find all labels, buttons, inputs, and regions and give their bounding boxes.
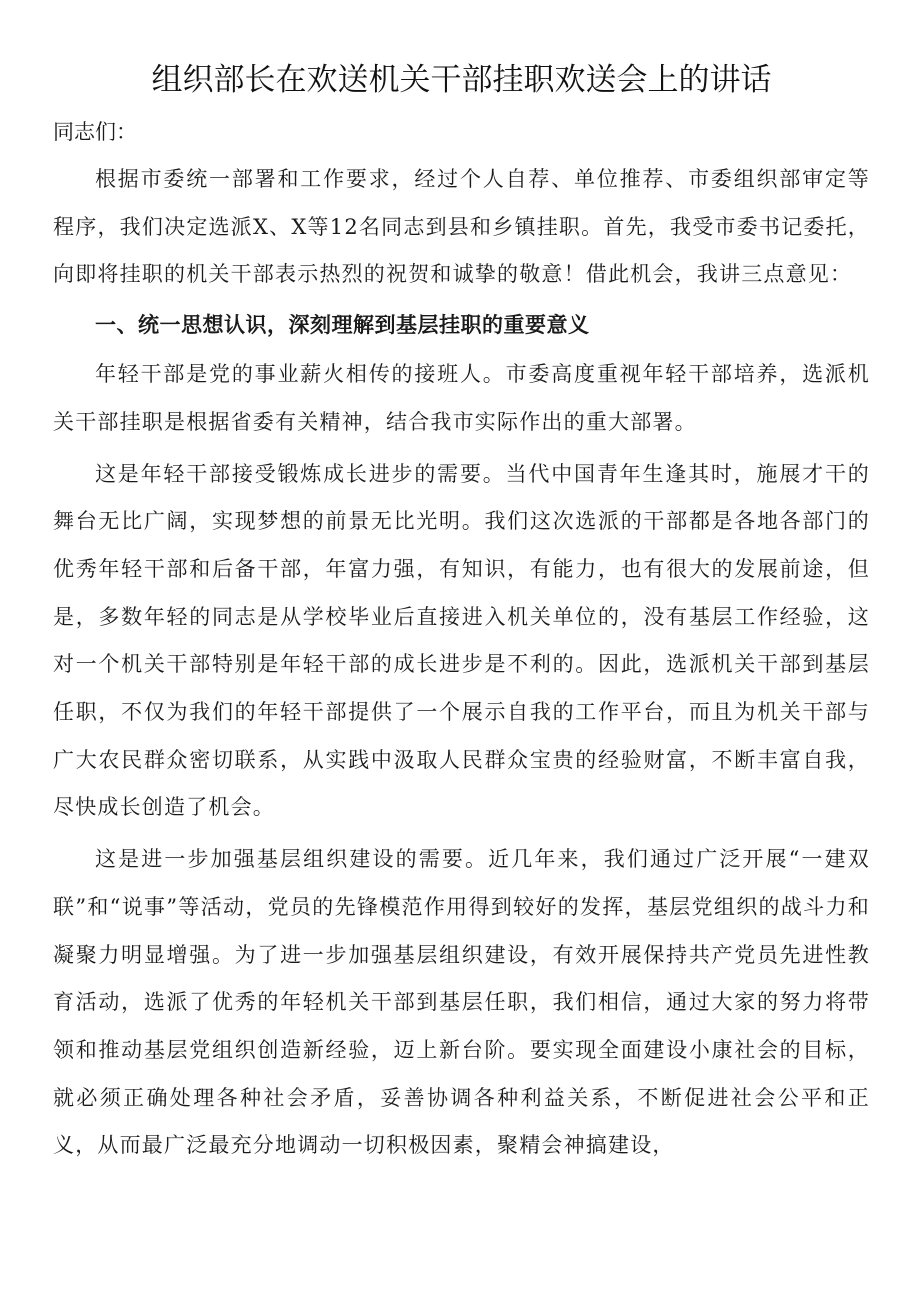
paragraph-intro: 根据市委统一部署和工作要求，经过个人自荐、单位推荐、市委组织部审定等程序，我们决定选派X、X等12名同志到县和乡镇挂职。首先，我受市委书记委托，向即将挂职的机关干部表示热烈的祝贺和诚挚的敬意！借此机会，我讲三点意见： bbox=[53, 167, 870, 287]
salutation: 同志们： bbox=[53, 120, 137, 144]
paragraph-young-cadres: 年轻干部是党的事业薪火相传的接班人。市委高度重视年轻干部培养，选派机关干部挂职是根据省委有关精神，结合我市实际作出的重大部署。 bbox=[53, 362, 870, 434]
section-heading-1: 一、统一思想认识，深刻理解到基层挂职的重要意义 bbox=[95, 313, 590, 338]
document-title: 组织部长在欢送机关干部挂职欢送会上的讲话 bbox=[151, 62, 772, 98]
paragraph-grassroots-need: 这是进一步加强基层组织建设的需要。近几年来，我们通过广泛开展“一建双联”和“说事”等活动，党员的先锋模范作用得到较好的发挥，基层党组织的战斗力和凝聚力明显增强。为了进一步加强基层组织建设，有效开展保持共产党员先进性教育活动，选派了优秀的年轻机关干部到基层任职，我们相信，通过大家的努力将带领和推动基层党组织创造新经验，迈上新台阶。要实现全面建设小康社会的目标，就必须正确处理各种社会矛盾，妥善协调各种利益关系，不断促进社会公平和正义，从而最广泛最充分地调动一切积极因素，聚精会神搞建设， bbox=[53, 847, 870, 1158]
paragraph-training-need: 这是年轻干部接受锻炼成长进步的需要。当代中国青年生逢其时，施展才干的舞台无比广阔，实现梦想的前景无比光明。我们这次选派的干部都是各地各部门的优秀年轻干部和后备干部，年富力强，有知识，有能力，也有很大的发展前途，但是，多数年轻的同志是从学校毕业后直接进入机关单位的，没有基层工作经验，这对一个机关干部特别是年轻干部的成长进步是不利的。因此，选派机关干部到基层任职，不仅为我们的年轻干部提供了一个展示自我的工作平台，而且为机关干部与广大农民群众密切联系，从实践中汲取人民群众宝贵的经验财富，不断丰富自我，尽快成长创造了机会。 bbox=[53, 461, 870, 820]
